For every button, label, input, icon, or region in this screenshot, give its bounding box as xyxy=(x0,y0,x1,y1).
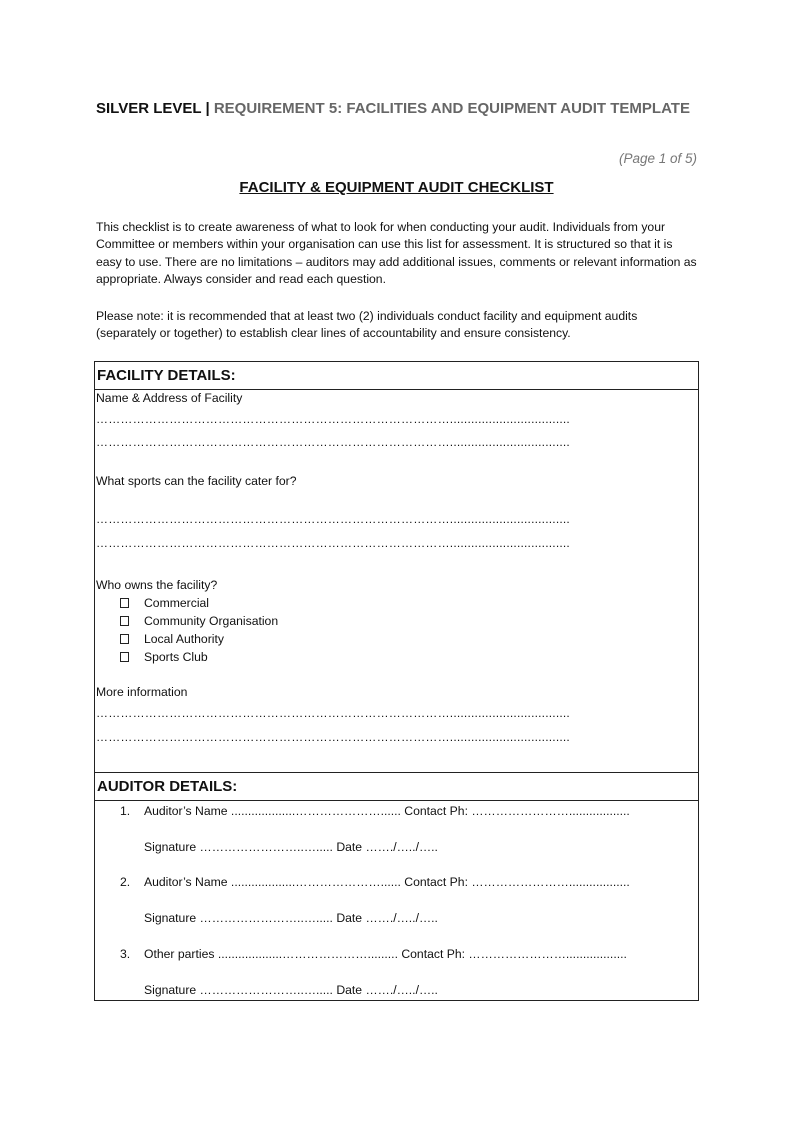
facility-name-line-1[interactable]: …………………………………………………………………………….................................. xyxy=(96,412,570,426)
page-title: FACILITY & EQUIPMENT AUDIT CHECKLIST xyxy=(239,179,554,196)
note-paragraph: Please note: it is recommended that at least two (2) individuals conduct facility and equipment audits (separately or together) to establish clear lines of accountability and ensure consistency. xyxy=(96,309,638,341)
more-info-line-2[interactable]: …………………………………………………………………………….................................. xyxy=(96,730,570,744)
checkbox-local-authority[interactable] xyxy=(120,634,129,644)
checkbox-commercial[interactable] xyxy=(120,598,129,608)
auditor-1-number: 1. xyxy=(120,804,131,818)
more-info-label: More information xyxy=(96,685,188,699)
facility-details-section xyxy=(94,361,699,773)
facility-name-line-2[interactable]: …………………………………………………………………………….................................. xyxy=(96,435,570,449)
owner-label: Who owns the facility? xyxy=(96,578,218,592)
auditor-details-heading: AUDITOR DETAILS: xyxy=(95,773,698,801)
level-label: SILVER LEVEL | xyxy=(96,100,210,117)
more-info-line-1[interactable]: …………………………………………………………………………….................................. xyxy=(96,706,570,720)
facility-details-heading: FACILITY DETAILS: xyxy=(95,362,698,390)
other-parties-signature[interactable]: Signature ……………………..…..... Date ……./…../….. xyxy=(144,983,438,997)
sports-line-1[interactable]: …………………………………………………………………………….................................. xyxy=(96,512,570,526)
document-header xyxy=(96,98,696,120)
sports-label: What sports can the facility cater for? xyxy=(96,474,297,488)
auditor-2-number: 2. xyxy=(120,875,131,889)
option-commercial: Commercial xyxy=(144,596,210,610)
auditor-details-section xyxy=(94,772,699,1001)
option-local-authority: Local Authority xyxy=(144,632,224,646)
auditor-1-line[interactable]: Auditor’s Name ...................…………………...... Contact Ph: …………………….................. xyxy=(144,804,630,818)
checkbox-community-organisation[interactable] xyxy=(120,616,129,626)
sports-line-2[interactable]: …………………………………………………………………………….................................. xyxy=(96,536,570,550)
facility-name-label: Name & Address of Facility xyxy=(96,391,243,405)
auditor-2-line[interactable]: Auditor’s Name ...................…………………...... Contact Ph: …………………….................. xyxy=(144,875,630,889)
checkbox-sports-club[interactable] xyxy=(120,652,129,662)
option-community-organisation: Community Organisation xyxy=(144,614,279,628)
page-number: (Page 1 of 5) xyxy=(618,151,697,166)
intro-paragraph: This checklist is to create awareness of what to look for when conducting your audit. Individuals from your Committee or members within your organisation can use this list for assessment. It is structured so that it is easy to use. There are no limitations – auditors may add additional issues, comments or relevant information as appropriate. Always consider and read each question. xyxy=(96,220,697,286)
other-parties-line[interactable]: Other parties ...................…………………......... Contact Ph: …………………….................. xyxy=(144,947,627,961)
auditor-2-signature[interactable]: Signature ……………………..…..... Date ……./…../….. xyxy=(144,911,438,925)
option-sports-club: Sports Club xyxy=(144,650,208,664)
other-parties-number: 3. xyxy=(120,947,131,961)
auditor-1-signature[interactable]: Signature ……………………..…..... Date ……./…../….. xyxy=(144,840,438,854)
requirement-label: REQUIREMENT 5: FACILITIES AND EQUIPMENT AUDIT TEMPLATE xyxy=(213,100,690,117)
